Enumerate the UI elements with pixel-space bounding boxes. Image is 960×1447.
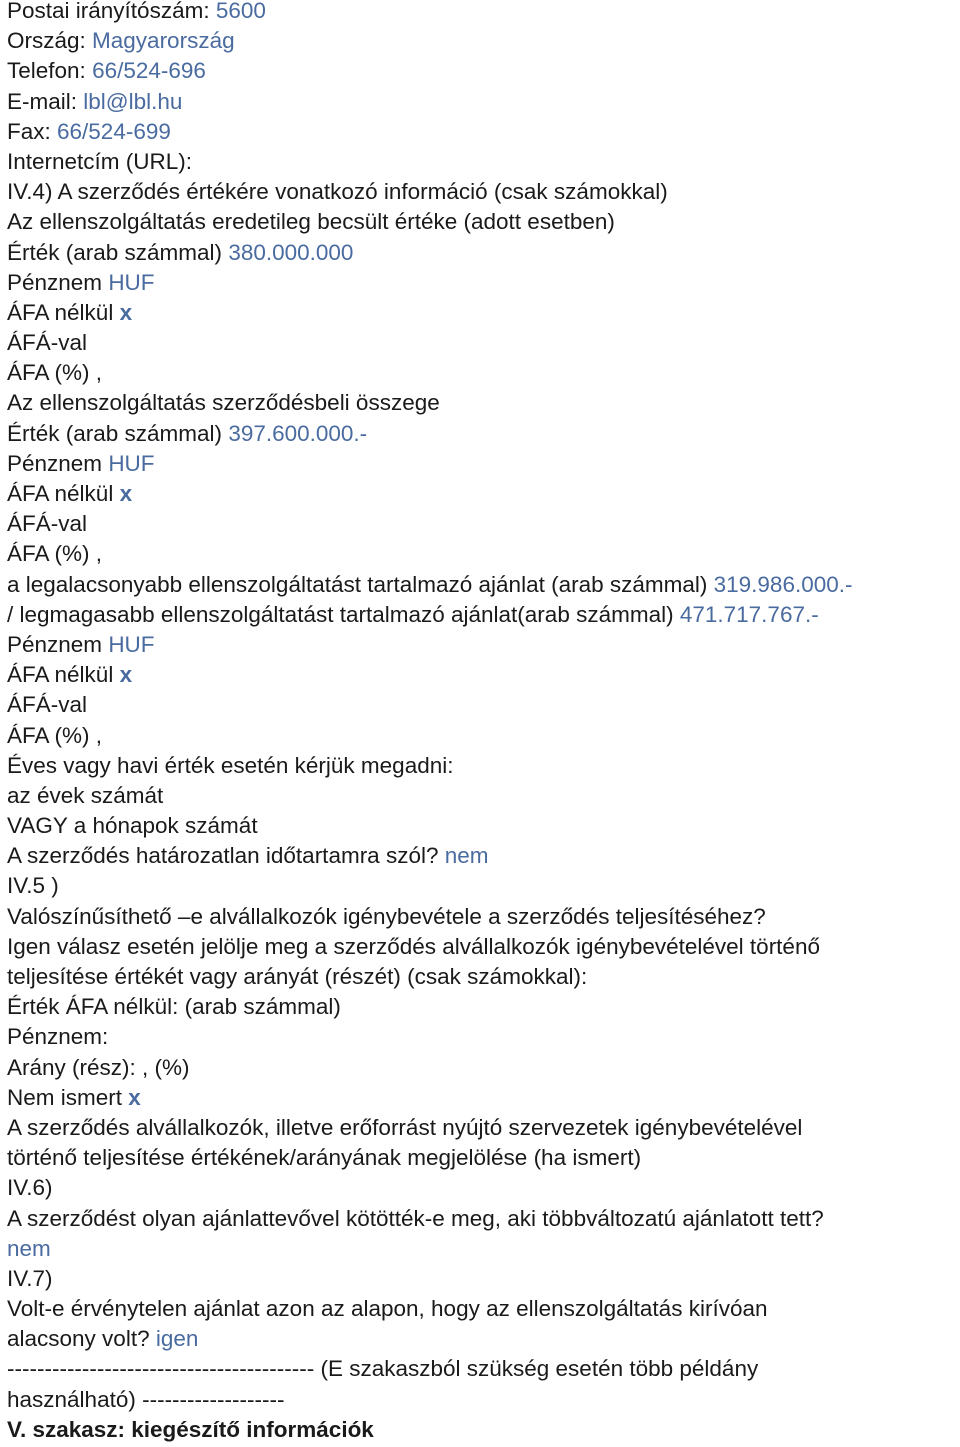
text-line [7, 751, 960, 781]
field-label: A szerződés határozatlan időtartamra szól? [7, 843, 445, 869]
field-label: Pénznem: [7, 1024, 109, 1050]
text-line [7, 1113, 960, 1143]
field-label: történő teljesítése értékének/arányának megjelölése (ha ismert) [7, 1145, 642, 1171]
text-line [7, 1294, 960, 1324]
field-value: 66/524-696 [92, 58, 206, 84]
field-label: ----------------------------------------- (E szakaszból szükség esetén több példány [7, 1356, 759, 1382]
text-line [7, 570, 960, 600]
text-line [7, 962, 960, 992]
text-line [7, 1385, 960, 1415]
field-label: Ország: [7, 28, 93, 54]
text-line [7, 147, 960, 177]
field-label: Valószínűsíthető –e alvállalkozók igénybevétele a szerződés teljesítéséhez? [7, 903, 766, 929]
text-line [7, 600, 960, 630]
text-line [7, 1083, 960, 1113]
field-label: ÁFÁ-val [7, 692, 88, 718]
text-line [7, 298, 960, 328]
field-value: 5600 [215, 0, 266, 23]
text-line [7, 268, 960, 298]
field-label: E-mail: [7, 88, 84, 114]
field-value: x [119, 481, 133, 506]
field-label: IV.4) A szerződés értékére vonatkozó információ (csak számokkal) [7, 179, 668, 205]
field-label: A szerződés alvállalkozók, illetve erőforrást nyújtó szervezetek igénybevételével [7, 1114, 803, 1140]
field-label: Pénznem [7, 450, 109, 476]
text-line [7, 87, 960, 117]
text-line [7, 630, 960, 660]
field-label: Telefon: [7, 58, 93, 84]
field-label: VAGY a hónapok számát [7, 813, 258, 839]
field-value: x [119, 662, 133, 688]
text-line [7, 1022, 960, 1052]
text-line [7, 207, 960, 237]
field-label: ÁFA (%) , [7, 722, 103, 748]
field-value: HUF [108, 450, 155, 476]
field-label: alacsony volt? [7, 1326, 156, 1352]
field-label: Érték ÁFA nélkül: (arab számmal) [7, 994, 341, 1020]
field-value: x [119, 299, 133, 325]
field-value: x [128, 1084, 141, 1110]
field-label: Nem ismert [7, 1084, 129, 1110]
text-line [7, 660, 960, 690]
field-label: Volt-e érvénytelen ajánlat azon az alapon, hogy az ellenszolgáltatás kirívóan [7, 1296, 768, 1322]
field-label: Pénznem [7, 631, 109, 657]
text-line [7, 1234, 960, 1264]
field-label: Postai irányítószám: [7, 0, 216, 23]
field-label: IV.7) [7, 1265, 53, 1291]
field-label: használható) ------------------- [7, 1386, 285, 1412]
text-line [7, 902, 960, 932]
text-line [7, 449, 960, 479]
text-line [7, 781, 960, 811]
field-value: 319.986.000.- [713, 571, 853, 597]
field-label: a legalacsonyabb ellenszolgáltatást tartalmazó ajánlat (arab számmal) [7, 571, 714, 597]
field-value: HUF [108, 269, 155, 295]
field-value: Magyarország [92, 28, 235, 54]
field-value: 380.000.000 [228, 239, 354, 265]
field-label: Pénznem [7, 269, 109, 295]
field-value: 397.600.000.- [228, 420, 368, 446]
field-value: nem [444, 843, 489, 869]
field-label: IV.6) [7, 1175, 53, 1201]
text-line [7, 26, 960, 56]
field-label: A szerződést olyan ajánlattevővel kötötték-e meg, aki többváltozatú ajánlatott tett? [7, 1205, 824, 1231]
field-label: Az ellenszolgáltatás eredetileg becsült értéke (adott esetben) [7, 209, 615, 235]
field-value: igen [155, 1326, 199, 1352]
field-label: az évek számát [7, 782, 164, 808]
field-label: / legmagasabb ellenszolgáltatást tartalmazó ajánlat(arab számmal) [7, 601, 680, 627]
field-label: Az ellenszolgáltatás szerződésbeli összege [7, 390, 440, 416]
text-line [7, 479, 960, 509]
text-line [7, 1053, 960, 1083]
section-heading: V. szakasz: kiegészítő információk [7, 1416, 374, 1442]
field-label: ÁFA nélkül [7, 481, 120, 506]
text-line [7, 1354, 960, 1384]
text-line [7, 238, 960, 268]
field-value: lbl@lbl.hu [83, 88, 183, 114]
text-line [7, 177, 960, 207]
field-label: Igen válasz esetén jelölje meg a szerződés alvállalkozók igénybevételével történő [7, 933, 820, 959]
text-line [7, 56, 960, 86]
field-label: Internetcím (URL): [7, 148, 193, 174]
text-line [7, 811, 960, 841]
text-line [7, 871, 960, 901]
text-line [7, 1264, 960, 1294]
field-label: Éves vagy havi érték esetén kérjük megadni: [7, 752, 454, 778]
text-line [7, 539, 960, 569]
field-label: IV.5 ) [7, 873, 59, 899]
text-line [7, 509, 960, 539]
field-label: Érték (arab számmal) [7, 420, 229, 446]
field-label: teljesítése értékét vagy arányát (részét) (csak számokkal): [7, 964, 588, 989]
text-line [7, 328, 960, 358]
text-line [7, 117, 960, 147]
text-line [7, 932, 960, 962]
field-label: ÁFA (%) , [7, 360, 103, 386]
field-value: nem [7, 1235, 51, 1261]
text-line [7, 721, 960, 751]
field-label: ÁFÁ-val [7, 330, 88, 356]
text-line [7, 358, 960, 388]
field-label: Arány (rész): , (%) [7, 1054, 190, 1080]
text-line [7, 690, 960, 720]
field-label: ÁFA (%) , [7, 541, 103, 567]
field-label: ÁFÁ-val [7, 511, 88, 537]
field-label: ÁFA nélkül [7, 299, 120, 325]
text-line [7, 992, 960, 1022]
text-line [7, 419, 960, 449]
text-line [7, 388, 960, 418]
field-value: HUF [108, 631, 155, 657]
field-label: Érték (arab számmal) [7, 239, 229, 265]
field-value: 471.717.767.- [679, 601, 819, 627]
field-label: ÁFA nélkül [7, 662, 120, 688]
text-line [7, 1204, 960, 1234]
field-value: 66/524-699 [57, 118, 171, 144]
text-line [7, 841, 960, 871]
text-line [7, 1324, 960, 1354]
field-label: Fax: [7, 118, 58, 144]
text-line [7, 1143, 960, 1173]
text-line [7, 0, 960, 26]
text-line [7, 1415, 960, 1445]
text-line [7, 1173, 960, 1203]
